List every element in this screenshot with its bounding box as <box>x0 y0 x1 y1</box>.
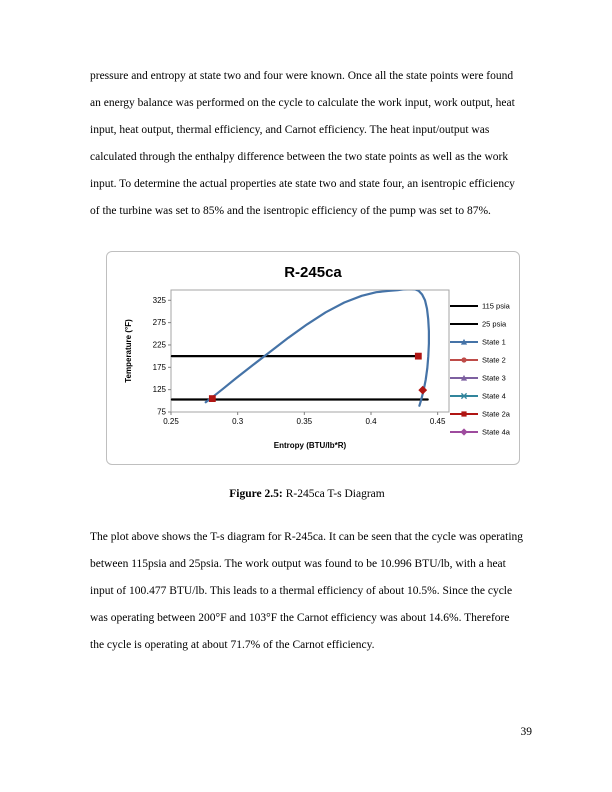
legend-item-state-4a <box>450 428 511 437</box>
legend-label: State 1 <box>482 337 506 347</box>
x-axis-label: Entropy (BTU/lb*R) <box>273 441 347 450</box>
paragraph-1: pressure and entropy at state two and four were known. Once all the state points were found an energy balance was performed on the cycle to calculate the work input, work output, heat input, heat output, thermal efficiency, and Carnot efficiency. The heat input/output was calculated through the enthalpy difference between the two state points as well as the work input. To determine the actual properties ate state two and state four, an isentropic efficiency of the turbine was set to 85% and the isentropic efficiency of the pump was set to 87%. <box>90 70 515 217</box>
y-axis-label: Temperature (°F) <box>124 319 133 383</box>
x-tick-label: 0.4 <box>365 417 377 426</box>
marker-square <box>461 411 466 416</box>
y-tick-label: 125 <box>152 385 166 395</box>
legend-label: State 3 <box>482 373 506 383</box>
ts-diagram-chart <box>106 251 520 465</box>
marker-diamond <box>460 428 467 435</box>
legend-item-state-3 <box>450 374 506 383</box>
page-number: 39 <box>520 726 532 738</box>
x-tick-label: 0.3 <box>232 417 244 426</box>
legend-label: State 2 <box>482 355 506 365</box>
marker-square <box>415 353 422 360</box>
chart-title: R-245ca <box>284 264 342 281</box>
x-tick-label: 0.45 <box>429 417 446 426</box>
y-tick-label: 175 <box>152 362 166 372</box>
legend-item-115-psia <box>450 302 511 311</box>
x-tick-label: 0.35 <box>296 417 313 426</box>
plot-area <box>171 290 449 412</box>
figure-caption-label: Figure 2.5: <box>229 488 283 500</box>
marker-square <box>209 395 216 402</box>
marker-circle <box>461 357 466 362</box>
ts-diagram-svg <box>107 252 519 464</box>
figure-caption-text: R-245ca T-s Diagram <box>285 488 385 500</box>
legend-item-25-psia <box>450 320 507 329</box>
legend-item-state-1 <box>450 338 506 347</box>
legend-label: State 4 <box>482 391 506 401</box>
legend-label: State 4a <box>482 427 510 437</box>
figure-caption <box>90 488 524 500</box>
y-tick-label: 75 <box>157 407 166 417</box>
legend-label: 115 psia <box>482 301 510 311</box>
legend-label: 25 psia <box>482 319 507 329</box>
y-tick-label: 225 <box>152 340 166 350</box>
legend-label: State 2a <box>482 409 510 419</box>
y-tick-label: 275 <box>152 318 166 328</box>
legend-item-state-2 <box>450 356 506 365</box>
legend-item-state-4 <box>450 392 506 401</box>
y-tick-label: 325 <box>152 295 166 305</box>
legend-item-state-2a <box>450 410 511 419</box>
x-tick-label: 0.25 <box>163 417 179 426</box>
paragraph-2: The plot above shows the T-s diagram for R-245ca. It can be seen that the cycle was operating between 115psia and 25psia. The work output was found to be 10.996 BTU/lb, with a heat input of 100.477 BTU/lb. This leads to a thermal efficiency of about 10.5%. Since the cycle was operating between 200°F and 103°F the Carnot efficiency was about 14.6%. Therefore the cycle is operating at about 71.7% of the Carnot efficiency. <box>90 531 524 651</box>
